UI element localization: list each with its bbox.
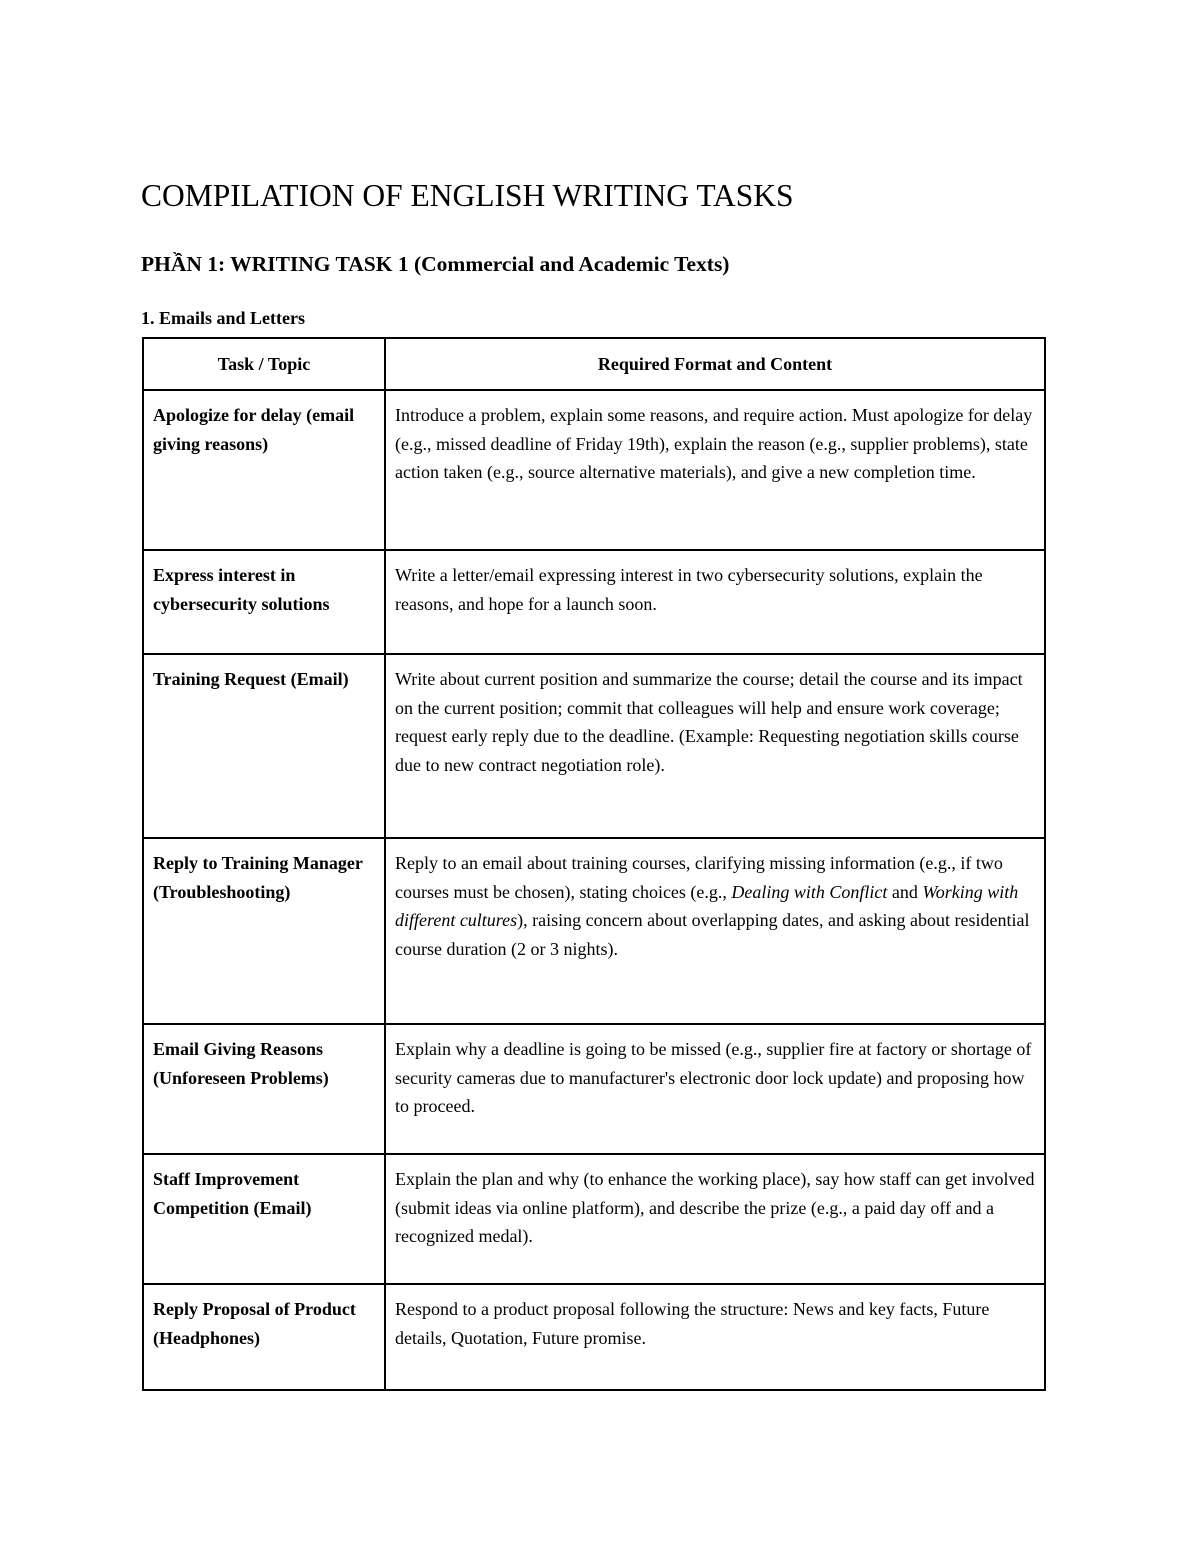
writing-tasks-table (142, 337, 1046, 1391)
task-content-text: and (887, 881, 923, 902)
table-row (143, 390, 1045, 550)
task-content: Explain why a deadline is going to be missed (e.g., supplier fire at factory or shortage of security cameras due to manufacturer's electronic door lock update) and proposing how to proceed. (385, 1024, 1045, 1154)
table-row (143, 838, 1045, 1024)
table-row (143, 1284, 1045, 1390)
task-topic: Reply Proposal of Product (Headphones) (143, 1284, 385, 1390)
task-content: Introduce a problem, explain some reasons, and require action. Must apologize for delay (e.g., missed deadline of Friday 19th), explain the reason (e.g., supplier problems), state action taken (e.g., source alternative materials), and give a new completion time. (385, 390, 1045, 550)
table-row (143, 550, 1045, 654)
table-header-row (143, 338, 1045, 390)
task-content-text: ), raising concern about overlapping dates, and asking about residential course duration (2 or 3 nights). (395, 910, 1030, 959)
document-title: COMPILATION OF ENGLISH WRITING TASKS (141, 178, 794, 213)
task-topic: Staff Improvement Competition (Email) (143, 1154, 385, 1284)
part-heading: PHẦN 1: WRITING TASK 1 (Commercial and Academic Texts) (141, 252, 730, 276)
table-row (143, 1154, 1045, 1284)
task-content (385, 838, 1045, 1024)
task-topic: Express interest in cybersecurity solutions (143, 550, 385, 654)
task-content: Write a letter/email expressing interest in two cybersecurity solutions, explain the reasons, and hope for a launch soon. (385, 550, 1045, 654)
column-header-topic: Task / Topic (143, 338, 385, 390)
column-header-content: Required Format and Content (385, 338, 1045, 390)
task-content: Write about current position and summarize the course; detail the course and its impact on the current position; commit that colleagues will help and ensure work coverage; request early reply due to the deadline. (Example: Requesting negotiation skills course due to new contract negotiation role). (385, 654, 1045, 838)
task-content: Explain the plan and why (to enhance the working place), say how staff can get involved (submit ideas via online platform), and describe the prize (e.g., a paid day off and a recognized medal). (385, 1154, 1045, 1284)
task-content: Respond to a product proposal following the structure: News and key facts, Future details, Quotation, Future promise. (385, 1284, 1045, 1390)
task-topic: Email Giving Reasons (Unforeseen Problems) (143, 1024, 385, 1154)
table-row (143, 654, 1045, 838)
task-topic: Apologize for delay (email giving reasons) (143, 390, 385, 550)
sub-heading: 1. Emails and Letters (141, 308, 305, 328)
course-name-italic: Working with different cultures (395, 881, 1019, 930)
task-content-text: Reply to an email about training courses, clarifying missing information (e.g., if two courses must be chosen), stating choices (e.g., (395, 853, 1003, 902)
task-topic: Training Request (Email) (143, 654, 385, 838)
table-row (143, 1024, 1045, 1154)
task-topic: Reply to Training Manager (Troubleshooting) (143, 838, 385, 1024)
course-name-italic: Dealing with Conflict (731, 881, 888, 902)
